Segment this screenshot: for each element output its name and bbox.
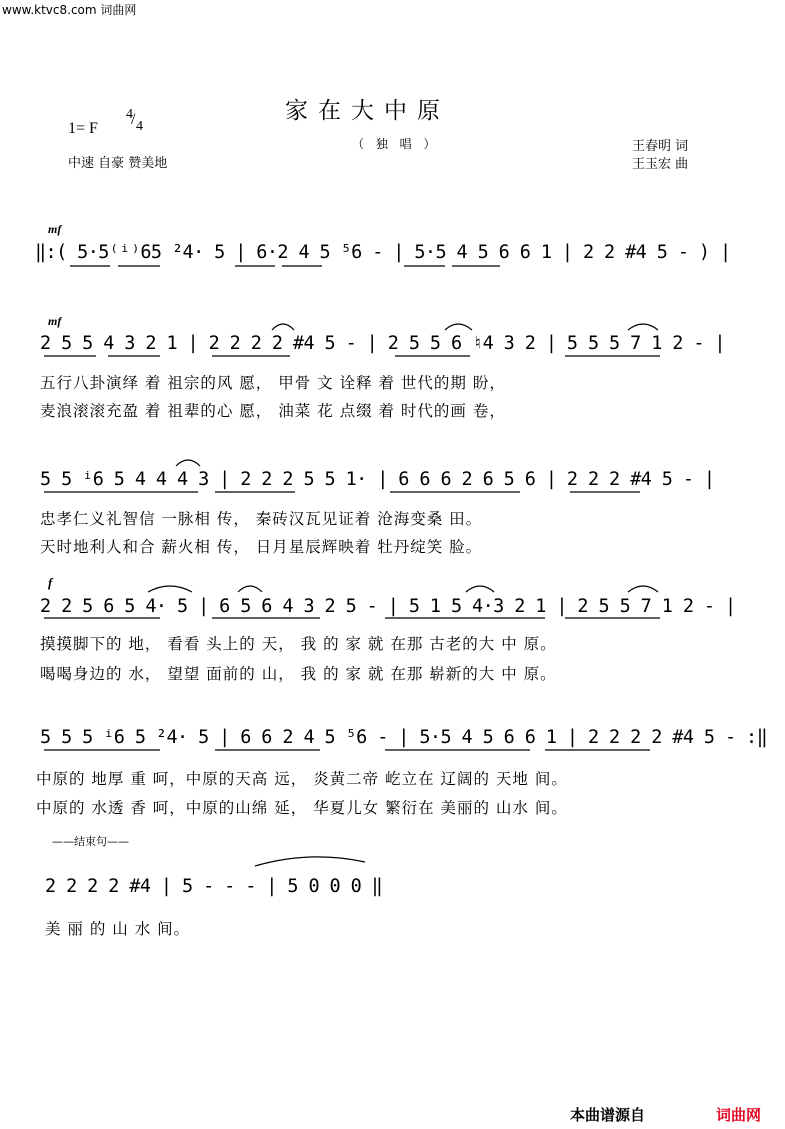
lyric-ending: 美 丽 的 山 水 间。 xyxy=(45,920,191,938)
lyric-row-4-verse-1: 摸摸脚下的 地， 看看 头上的 天， 我 的 家 就 在那 古老的大 中 原。 xyxy=(40,635,557,653)
lyric-row-5-verse-1: 中原的 地厚 重 呵，中原的天高 远， 炎黄二帝 屹立在 辽阔的 天地 间。 xyxy=(36,770,568,788)
lyric-row-2-verse-2: 麦浪滚滚充盈 着 祖辈的心 愿， 油菜 花 点缀 着 时代的画 卷， xyxy=(40,402,506,420)
notation-row-1: ‖:( 5·5⁽ⁱ⁾65 ²4· 5 | 6·2 4 5 ⁵6 - | 5·5 4 5 6 6 1 | 2 2 #4 5 - ) | xyxy=(35,242,731,263)
slur xyxy=(628,586,658,592)
time-denominator: 4 xyxy=(136,119,143,134)
lyric-row-4-verse-2: 喝喝身边的 水， 望望 面前的 山， 我 的 家 就 在那 崭新的大 中 原。 xyxy=(40,665,557,683)
slur xyxy=(176,460,200,466)
site-logo: 词曲网 xyxy=(716,1106,762,1124)
lyric-row-3-verse-1: 忠孝仁义礼智信 一脉相 传， 秦砖汉瓦见证着 沧海变桑 田。 xyxy=(40,510,483,528)
slur xyxy=(445,324,472,330)
notation-row-4: 2 2 5 6 5 4· 5 | 6 5 6 4 3 2 5 - | 5 1 5 4·3 2 1 | 2 5 5 7 1 2 - | xyxy=(40,596,736,617)
notation-row-3: 5 5 ⁱ6 5 4 4 4 3 | 2 2 2 5 5 1· | 6 6 6 2 6 5 6 | 2 2 2 #4 5 - | xyxy=(40,469,715,490)
source-text: 本曲谱源自 xyxy=(570,1106,646,1124)
performance-type: （ 独 唱 ） xyxy=(352,137,440,151)
lyric-row-3-verse-2: 天时地利人和合 薪火相 传， 日月星辰辉映着 牡丹绽笑 脸。 xyxy=(40,538,483,556)
ending-label-text: 结束句 xyxy=(74,835,107,848)
dynamic-mf-2: mf xyxy=(48,314,62,328)
slur xyxy=(628,324,658,330)
song-title: 家在大中原 xyxy=(285,98,450,124)
notation-row-5: 5 5 5 ⁱ6 5 ²4· 5 | 6 6 2 4 5 ⁵6 - | 5·5 4 5 6 6 1 | 2 2 2 2 #4 5 - :‖ xyxy=(40,727,768,748)
dynamic-f: f xyxy=(48,575,53,590)
tie-ending xyxy=(255,857,365,866)
time-slash: / xyxy=(131,111,136,128)
key-signature: 1= F xyxy=(68,120,98,137)
slur xyxy=(148,586,192,592)
notation-ending: 2 2 2 2 #4 | 5 - - - | 5 0 0 0 ‖ xyxy=(45,876,383,897)
site-watermark: www.ktvc8.com 词曲网 xyxy=(2,3,137,17)
notation-row-2: 2 5 5 4 3 2 1 | 2 2 2 2 #4 5 - | 2 5 5 6 ♮4 3 2 | 5 5 5 7 1 2 - | xyxy=(40,333,725,354)
slur xyxy=(272,324,294,330)
ending-label: ——结束句—— xyxy=(52,835,129,848)
dynamic-mf-1: mf xyxy=(48,222,62,236)
time-numerator: 4 xyxy=(126,107,133,122)
lyric-row-5-verse-2: 中原的 水透 香 呵，中原的山绵 延， 华夏儿女 繁衍在 美丽的 山水 间。 xyxy=(36,799,568,817)
tempo-marking: 中速 自豪 赞美地 xyxy=(68,156,168,171)
lyric-row-2-verse-1: 五行八卦演绎 着 祖宗的风 愿， 甲骨 文 诠释 着 世代的期 盼， xyxy=(40,374,506,392)
slur xyxy=(238,586,262,592)
slur xyxy=(466,586,494,592)
composer: 王玉宏 曲 xyxy=(632,157,689,172)
lyricist: 王春明 词 xyxy=(632,139,689,154)
